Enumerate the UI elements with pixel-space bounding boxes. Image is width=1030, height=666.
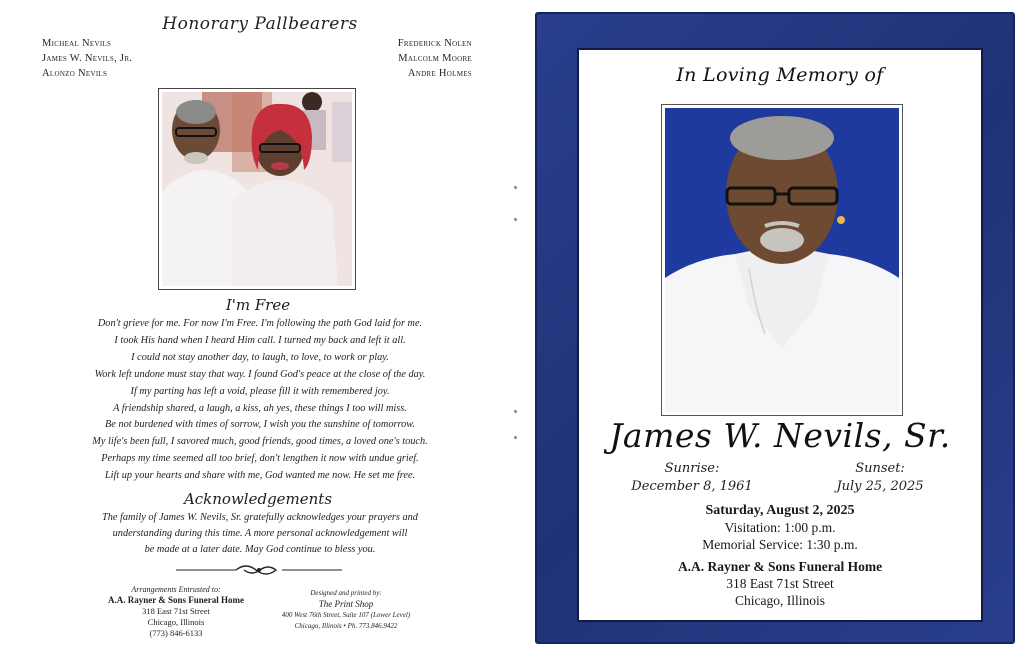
printer-city-phone: Chicago, Illinois • Ph. 773.846.9422 (294, 622, 398, 630)
pallbearer-name: James W. Nevils, Jr. (42, 53, 133, 64)
arrangements-phone: (773) 846-6133 (149, 628, 203, 638)
poem-line: A friendship shared, a laugh, a kiss, ah yes, these things I too will miss. (113, 402, 407, 414)
fold-mark (514, 186, 517, 189)
funeral-home-street: 318 East 71st Street (726, 576, 834, 591)
service-block (579, 502, 981, 553)
memory-heading: In Loving Memory of (676, 64, 884, 86)
acknowledgement-line: understanding during this time. A more personal acknowledgement will (112, 528, 408, 539)
service-date: Saturday, August 2, 2025 (705, 503, 855, 518)
fold-mark (514, 410, 517, 413)
fold-mark (514, 436, 517, 439)
printer-block (276, 588, 416, 632)
poem-text (60, 316, 460, 485)
arrangements-street: 318 East 71st Street (142, 606, 210, 616)
portrait-photo (665, 108, 899, 412)
cover-panel (577, 48, 983, 622)
pallbearer-name: Frederick Nolen (397, 38, 472, 49)
funeral-home-city: Chicago, Illinois (735, 593, 825, 608)
acknowledgement-line: The family of James W. Nevils, Sr. gratefully acknowledges your prayers and (102, 512, 418, 523)
poem-line: My life's been full, I savored much, good friends, good times, a loved one's touch. (92, 436, 428, 448)
fold-mark (514, 218, 517, 221)
poem-line: Work left undone must stay that way. I found God's peace at the close of the day. (94, 368, 426, 380)
poem-title: I'm Free (225, 296, 291, 314)
funeral-home-name: A.A. Rayner & Sons Funeral Home (677, 559, 883, 574)
printer-intro: Designed and printed by: (310, 589, 382, 597)
acknowledgements-title: Acknowledgements (183, 490, 333, 508)
visitation-time: Visitation: 1:00 p.m. (724, 520, 836, 535)
portrait-frame (661, 104, 903, 416)
portrait-illustration (665, 108, 899, 412)
couple-photo-illustration (162, 92, 352, 286)
acknowledgements-text (80, 510, 440, 558)
poem-line: Be not burdened with times of sorrow, I wish you the sunshine of tomorrow. (105, 419, 415, 431)
pallbearers-title: Honorary Pallbearers (162, 14, 358, 34)
poem-line: If my parting has left a void, please fill it with remembered joy. (130, 385, 390, 397)
couple-photo-frame (158, 88, 356, 290)
memorial-time: Memorial Service: 1:30 p.m. (702, 537, 858, 552)
sunrise-date: December 8, 1961 (631, 479, 753, 494)
poem-line: Don't grieve for me. For now I'm Free. I'm following the path God laid for me. (97, 318, 423, 329)
poem-line: I could not stay another day, to laugh, to love, to work or play. (131, 351, 389, 363)
funeral-home-block (579, 558, 981, 609)
pallbearers-left-column (42, 36, 132, 81)
pallbearer-name: Alonzo Nevils (42, 68, 108, 79)
arrangements-city: Chicago, Illinois (147, 617, 205, 627)
arrangements-block (96, 584, 256, 639)
pallbearers-right-column (360, 36, 472, 81)
right-page (520, 0, 1030, 666)
sunset-label: Sunset: (855, 461, 905, 476)
sunrise-block (617, 460, 767, 496)
deceased-name: James W. Nevils, Sr. (609, 416, 951, 455)
sunrise-label: Sunrise: (664, 461, 720, 476)
acknowledgement-line: be made at a later date. May God continue to bless you. (144, 544, 376, 555)
cover-blue-border (535, 12, 1015, 644)
arrangements-funeral-home: A.A. Rayner & Sons Funeral Home (107, 595, 245, 605)
printer-address: 400 West 76th Street, Suite 107 (Lower Level) (281, 611, 411, 619)
pallbearer-name: Micheal Nevils (42, 38, 112, 49)
poem-line: Perhaps my time seemed all too brief, don't lengthen it now with undue grief. (101, 453, 419, 465)
sunset-date: July 25, 2025 (836, 479, 924, 494)
arrangements-intro: Arrangements Entrusted to: (131, 585, 221, 594)
poem-line: I took His hand when I heard Him call. I turned my back and left it all. (114, 334, 406, 346)
poem-line: Lift up your hearts and share with me, God wanted me now. He set me free. (104, 470, 416, 482)
sunset-block (805, 460, 955, 496)
pallbearer-name: Andre Holmes (407, 68, 472, 79)
pallbearer-name: Malcolm Moore (398, 53, 472, 64)
couple-photo (162, 92, 352, 286)
flourish-divider-icon (176, 562, 342, 578)
printer-name: The Print Shop (318, 599, 374, 609)
